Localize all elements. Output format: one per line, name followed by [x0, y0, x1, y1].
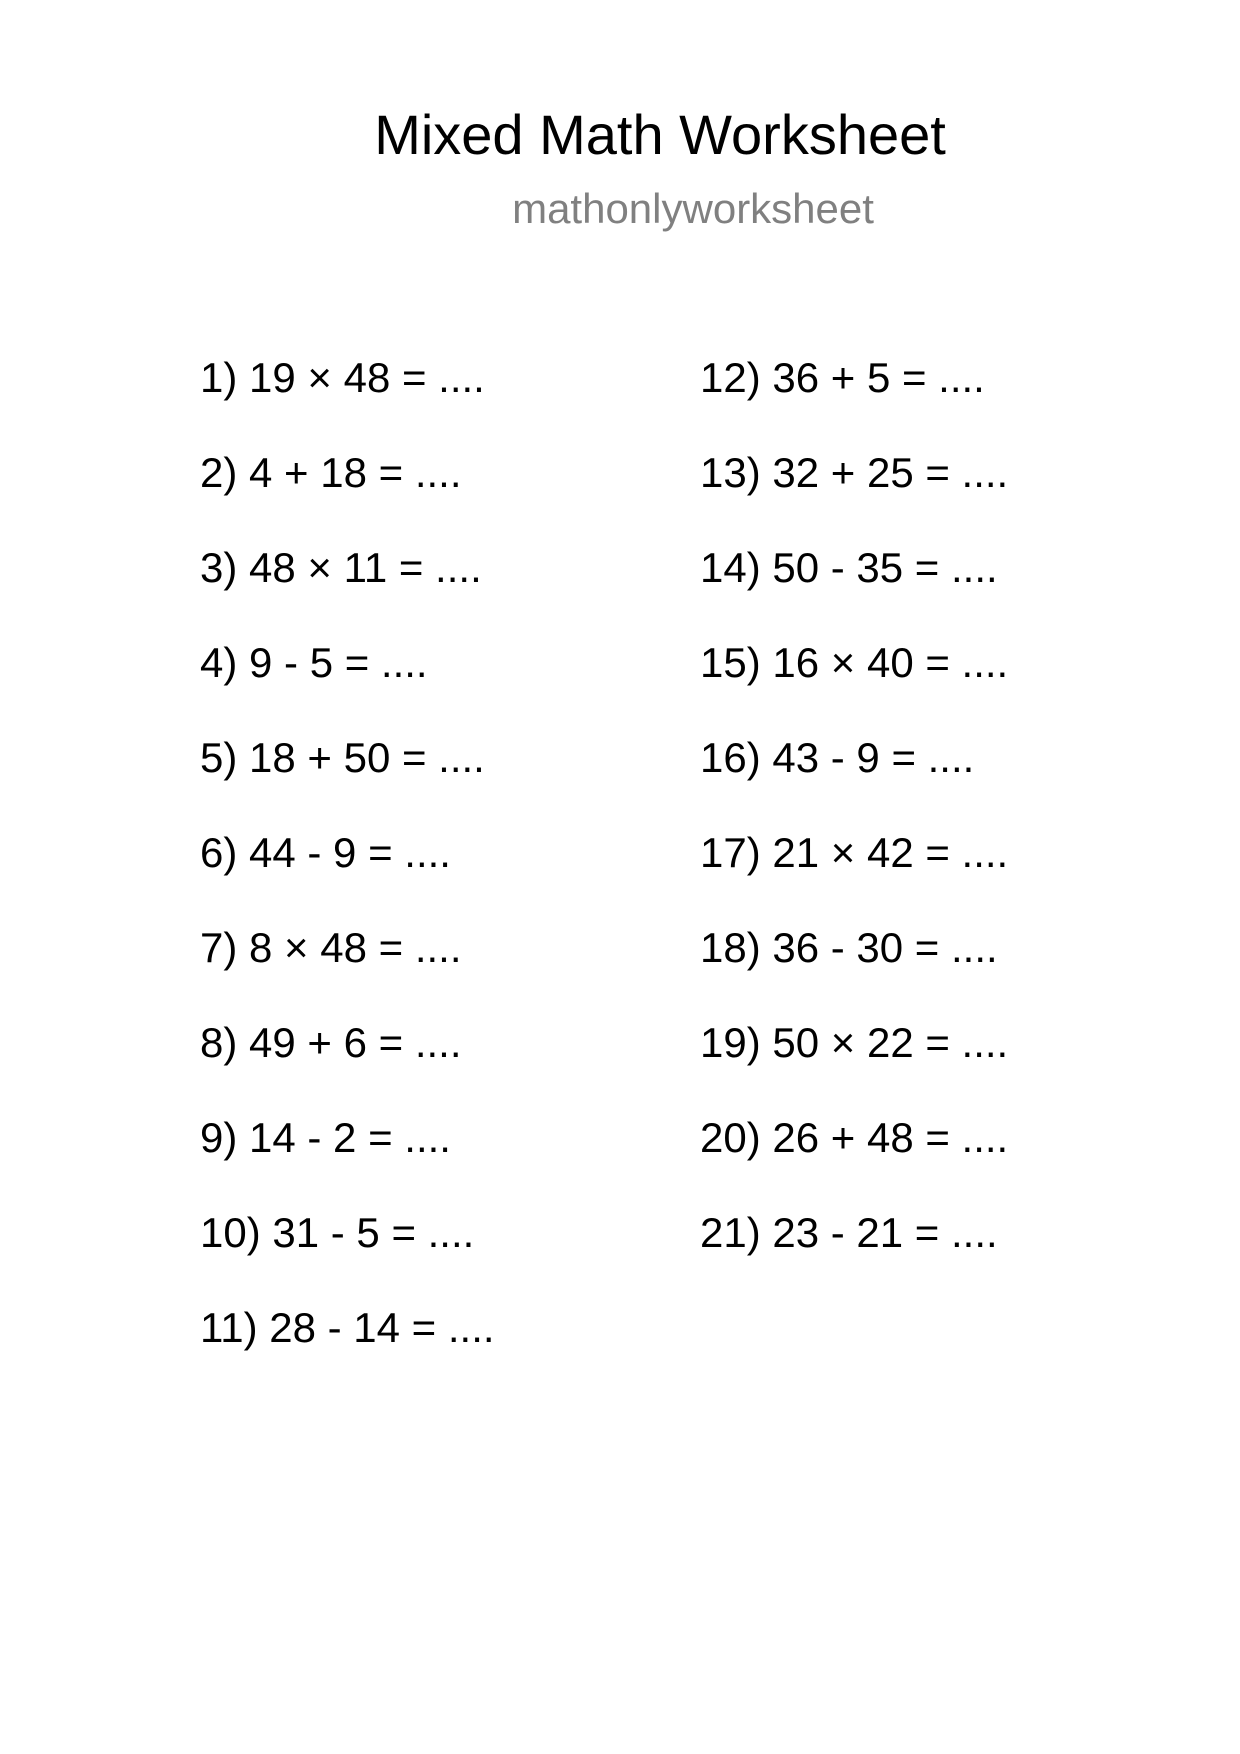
problem-column-right — [700, 348, 1008, 1298]
problem-17: 17) 21 × 42 = .... — [700, 829, 1009, 876]
problem-16: 16) 43 - 9 = .... — [700, 734, 975, 781]
problem-4: 4) 9 - 5 = .... — [200, 639, 428, 686]
problem-21: 21) 23 - 21 = .... — [700, 1209, 998, 1256]
problem-20: 20) 26 + 48 = .... — [700, 1114, 1009, 1161]
problem-12: 12) 36 + 5 = .... — [700, 354, 985, 401]
problem-3: 3) 48 × 11 = .... — [200, 544, 482, 591]
problem-8: 8) 49 + 6 = .... — [200, 1019, 462, 1066]
problem-11: 11) 28 - 14 = .... — [200, 1304, 495, 1351]
problem-9: 9) 14 - 2 = .... — [200, 1114, 451, 1161]
problem-1: 1) 19 × 48 = .... — [200, 354, 485, 401]
problem-13: 13) 32 + 25 = .... — [700, 449, 1009, 496]
worksheet-title: Mixed Math Worksheet — [374, 103, 946, 166]
worksheet-subtitle: mathonlyworksheet — [512, 185, 874, 232]
problem-2: 2) 4 + 18 = .... — [200, 449, 462, 496]
problem-15: 15) 16 × 40 = .... — [700, 639, 1009, 686]
problem-7: 7) 8 × 48 = .... — [200, 924, 462, 971]
problem-19: 19) 50 × 22 = .... — [700, 1019, 1009, 1066]
problem-column-left — [200, 348, 495, 1393]
problem-14: 14) 50 - 35 = .... — [700, 544, 998, 591]
problem-10: 10) 31 - 5 = .... — [200, 1209, 475, 1256]
problem-6: 6) 44 - 9 = .... — [200, 829, 451, 876]
problem-18: 18) 36 - 30 = .... — [700, 924, 998, 971]
problem-5: 5) 18 + 50 = .... — [200, 734, 485, 781]
